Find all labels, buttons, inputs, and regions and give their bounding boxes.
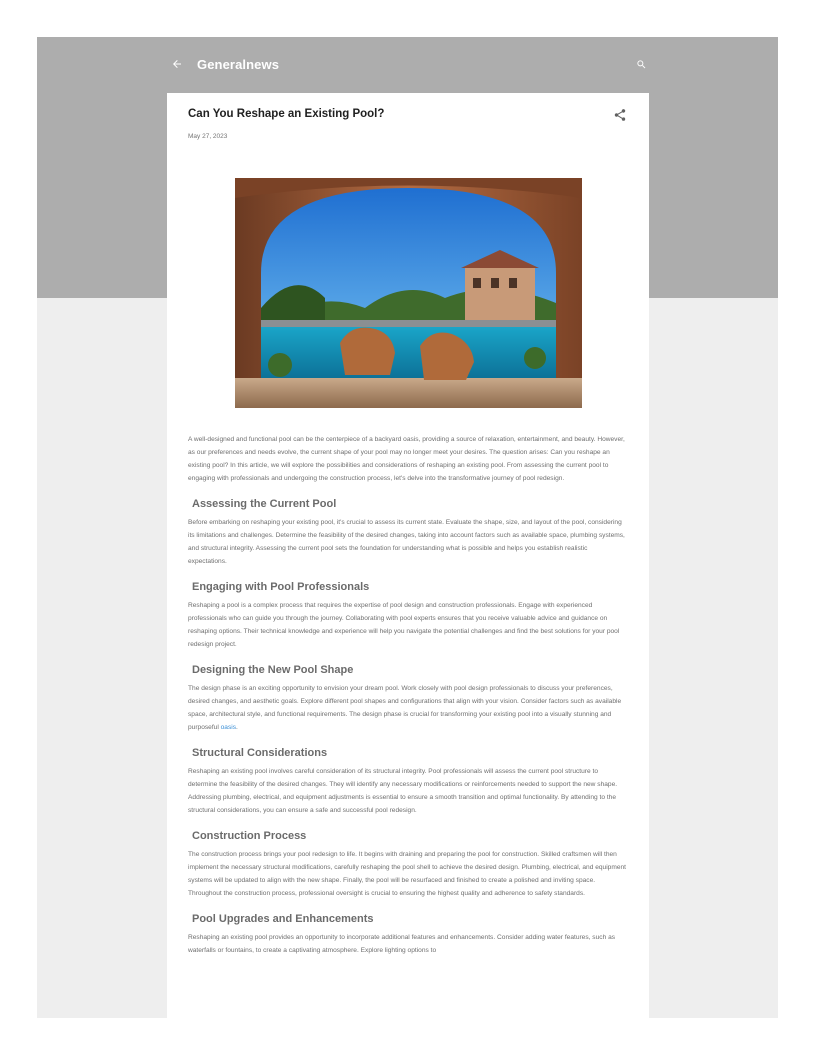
section-heading: Designing the New Pool Shape	[192, 664, 354, 676]
section-structural	[188, 745, 628, 817]
site-title[interactable]: Generalnews	[197, 56, 280, 72]
search-button[interactable]	[631, 54, 651, 74]
section-construction	[188, 828, 628, 900]
section-professionals	[188, 579, 628, 651]
section-upgrades	[188, 911, 628, 957]
section-designing	[188, 662, 628, 734]
section-body: Reshaping a pool is a complex process that requires the expertise of pool design and construction professionals. Engage with experienced professionals who can guide you through the journey. Collaborating with pool experts ensures that you receive valuable advice and guidance on reshaping options. Their technical knowledge and experience will help you navigate the potential challenges and find the best solutions for your pool redesign project.	[188, 602, 620, 648]
top-bar	[167, 52, 651, 76]
post-date: May 27, 2023	[188, 133, 228, 140]
section-heading: Structural Considerations	[192, 747, 328, 759]
arrow-left-icon	[171, 58, 183, 70]
intro-paragraph: A well-designed and functional pool can be the centerpiece of a backyard oasis, providing a source of relaxation, entertainment, and beauty. However, as our preferences and needs evolve, the current shape of your pool may no longer meet your desires. The question arises: Can you reshape an existing pool? In this article, we will explore the possibilities and considerations of reshaping an existing pool. From assessing the current pool to engaging with professionals and undergoing the construction process, let's delve into the transformative journey of pool redesign.	[188, 436, 625, 482]
section-heading: Pool Upgrades and Enhancements	[192, 913, 374, 925]
oasis-link[interactable]: oasis	[220, 724, 237, 731]
post-card	[167, 93, 649, 1018]
back-button[interactable]	[167, 54, 187, 74]
section-body: The design phase is an exciting opportunity to envision your dream pool. Work closely with pool design professionals to discuss your preferences, desired changes, and aesthetic goals. Explore different pool shapes and configurations that align with your vision. Consider factors such as available space, architectural style, and functional requirements. The design phase is crucial for transforming your existing pool into a visually stunning and purposeful	[188, 685, 622, 731]
section-assessing	[188, 496, 628, 568]
post-content	[188, 433, 628, 957]
blog-viewport	[37, 37, 778, 1018]
search-icon	[636, 59, 647, 70]
post-title: Can You Reshape an Existing Pool?	[188, 108, 385, 120]
section-body: Reshaping an existing pool provides an opportunity to incorporate additional features and enhancements. Consider adding water features, such as waterfalls or fountains, to create a captivating atmosphere. Explore lighting options to	[188, 934, 616, 954]
share-icon	[613, 108, 627, 122]
section-heading: Engaging with Pool Professionals	[192, 581, 370, 593]
section-heading: Construction Process	[192, 830, 307, 842]
section-body: Reshaping an existing pool involves careful consideration of its structural integrity. Pool professionals will assess the current pool structure to determine the feasibility of the desired changes. They will identify any necessary modifications or reinforcements needed to support the new shape. Addressing plumbing, electrical, and equipment adjustments is essential to ensure a smooth transition and optimal functionality. By attending to the structural considerations, you can ensure a safe and successful pool redesign.	[188, 768, 618, 814]
section-body: The construction process brings your pool redesign to life. It begins with draining and preparing the pool for construction. Skilled craftsmen will then implement the necessary structural modifications, carefully reshaping the pool shell to achieve the desired design. Plumbing, electrical, and equipment systems will be updated to align with the new shape. Finally, the pool will be resurfaced and finished to create a polished and inviting space. Throughout the construction process, professional oversight is crucial to ensuring the highest quality and adherence to safety standards.	[188, 851, 626, 897]
section-heading: Assessing the Current Pool	[192, 498, 337, 510]
share-button[interactable]	[613, 108, 629, 124]
section-body-tail: .	[236, 724, 238, 731]
section-body-wrapper	[188, 682, 628, 734]
pool-hero-image	[235, 178, 582, 408]
section-body: Before embarking on reshaping your existing pool, it's crucial to assess its current state. Evaluate the shape, size, and layout of the pool, considering its limitations and challenges. Determine the feasibility of the desired changes, taking into account factors such as available space, plumbing systems, and structural integrity. Assessing the current pool sets the foundation for understanding what is possible and helps you establish realistic expectations.	[188, 519, 625, 565]
